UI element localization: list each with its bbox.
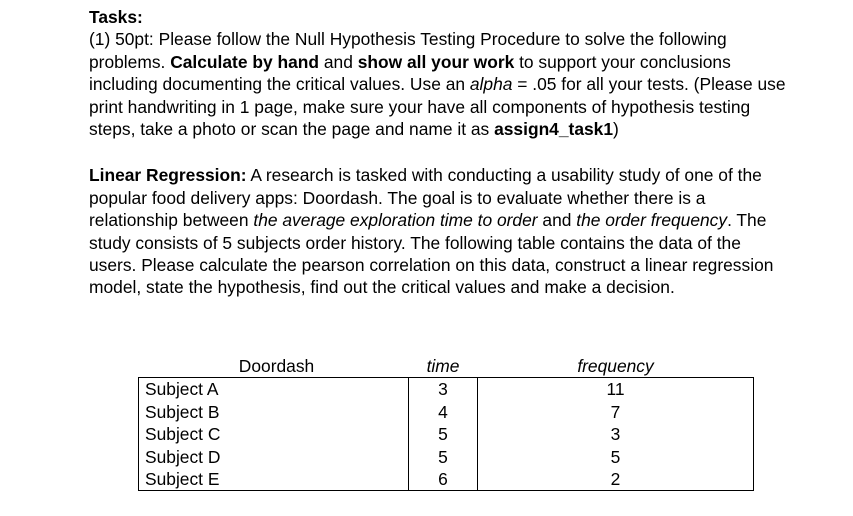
task-text-4: = .05 for all your tests. (Please use print handwriting in 1 page, make sure your have all components of hypothesis testing steps, take a photo or scan the page and name it as [89, 74, 786, 140]
time-cell: 5 [409, 423, 478, 445]
table-row [139, 446, 754, 468]
subject-cell: Subject A [139, 378, 409, 401]
time-cell: 6 [409, 468, 478, 491]
regression-italic-frequency: the order frequency [576, 210, 728, 231]
frequency-cell: 5 [478, 446, 754, 468]
task-italic-alpha: alpha [469, 74, 513, 95]
time-cell: 5 [409, 446, 478, 468]
subject-cell: Subject E [139, 468, 409, 491]
table-header-row [139, 355, 754, 378]
header-time: time [409, 355, 478, 378]
task-text-2: and [319, 51, 358, 72]
subject-cell: Subject B [139, 401, 409, 423]
frequency-cell: 11 [478, 378, 754, 401]
regression-text-1: A research is tasked with conducting a usability study of one of the popular food delivery apps: Doordash. The goal is to evaluate whether there is a relationship between [89, 165, 762, 231]
frequency-cell: 3 [478, 423, 754, 445]
regression-text-2: and [537, 210, 577, 231]
header-doordash: Doordash [139, 355, 409, 378]
task-bold-show-work: show all your work [357, 51, 515, 72]
task-bold-filename: assign4_task1 [494, 119, 614, 140]
doordash-data-table [138, 355, 754, 491]
tasks-heading: Tasks: [89, 7, 143, 27]
task-instructions [89, 28, 789, 140]
regression-description [89, 164, 789, 298]
document-body [89, 6, 789, 299]
table-row [139, 401, 754, 423]
regression-italic-time: the average exploration time to order [253, 210, 538, 231]
task-text-5: ) [613, 119, 619, 140]
table-row [139, 468, 754, 491]
task-text-3: to support your conclusions including documenting the critical values. Use an [89, 51, 731, 95]
frequency-cell: 7 [478, 401, 754, 423]
task-text-1: (1) 50pt: Please follow the Null Hypothesis Testing Procedure to solve the following problems. [89, 29, 727, 72]
subject-cell: Subject C [139, 423, 409, 445]
frequency-cell: 2 [478, 468, 754, 491]
task-bold-calculate: Calculate by hand [170, 51, 320, 72]
regression-heading: Linear Regression: [89, 165, 247, 186]
header-frequency: frequency [478, 355, 754, 378]
table-row [139, 378, 754, 401]
table-row [139, 423, 754, 445]
time-cell: 4 [409, 401, 478, 423]
regression-text-3: . The study consists of 5 subjects order history. The following table contains the data of the users. Please calculate the pearson correlation on this data, construct a linear regression model, state the hypothesis, find out the critical values and make a decision. [89, 210, 774, 298]
subject-cell: Subject D [139, 446, 409, 468]
time-cell: 3 [409, 378, 478, 401]
